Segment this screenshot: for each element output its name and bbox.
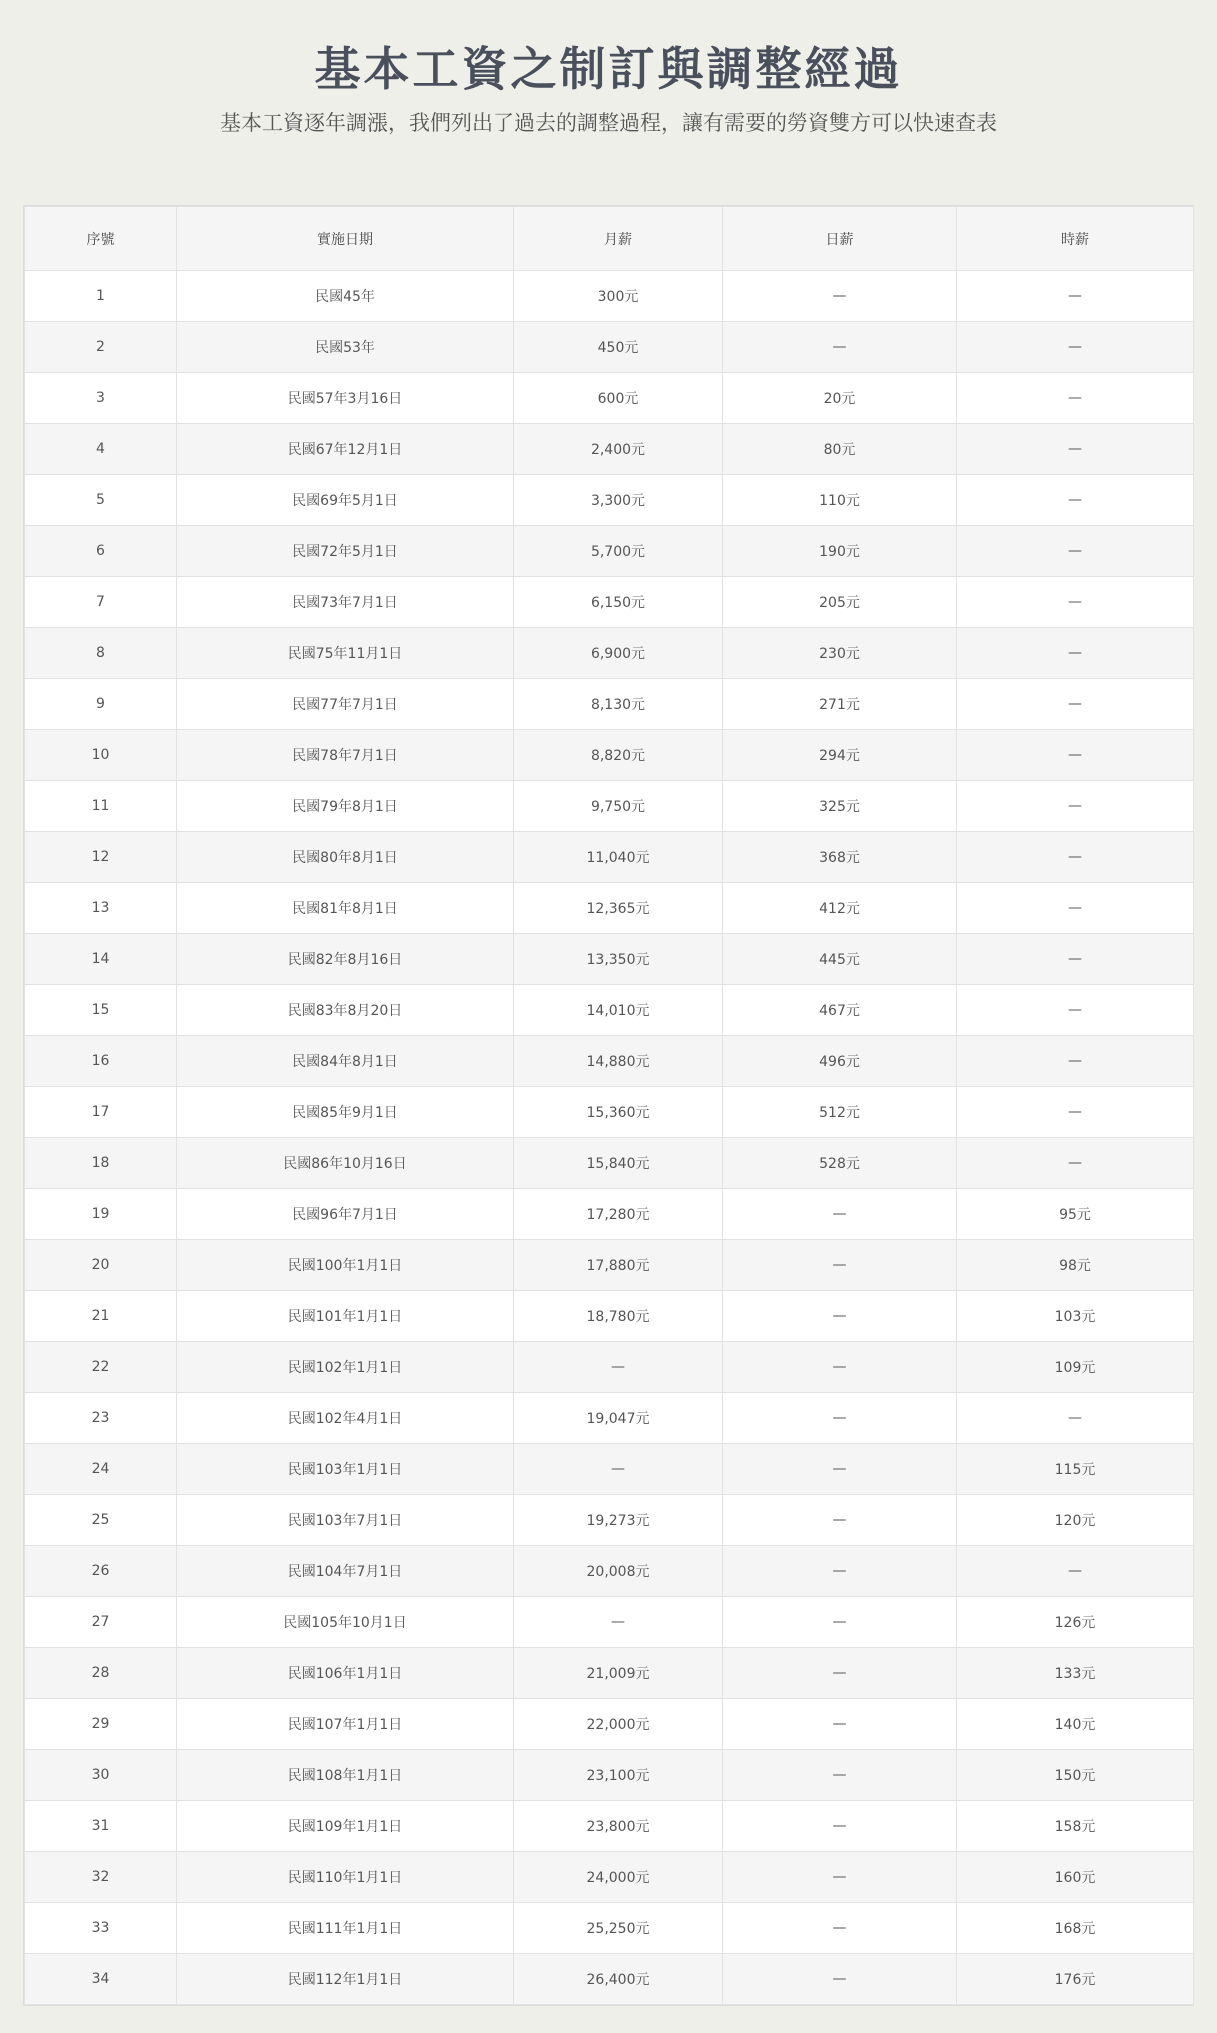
cell-hourly: 120元 [957,1495,1194,1546]
table-header [25,207,1194,271]
cell-seq: 16 [25,1036,177,1087]
cell-monthly: 600元 [514,373,723,424]
cell-hourly: — [957,1036,1194,1087]
cell-date: 民國81年8月1日 [177,883,514,934]
cell-hourly: — [957,271,1194,322]
table-row [25,730,1194,781]
table-row [25,1240,1194,1291]
table-row [25,1801,1194,1852]
cell-date: 民國72年5月1日 [177,526,514,577]
cell-date: 民國53年 [177,322,514,373]
table-row [25,1750,1194,1801]
cell-monthly: 5,700元 [514,526,723,577]
cell-seq: 33 [25,1903,177,1954]
cell-daily: — [723,1495,957,1546]
cell-daily: 80元 [723,424,957,475]
cell-daily: — [723,1597,957,1648]
page-header [0,0,1217,138]
cell-seq: 10 [25,730,177,781]
cell-hourly: — [957,424,1194,475]
cell-hourly: — [957,781,1194,832]
cell-seq: 25 [25,1495,177,1546]
cell-hourly: — [957,577,1194,628]
table-row [25,1342,1194,1393]
cell-seq: 27 [25,1597,177,1648]
cell-daily: 190元 [723,526,957,577]
cell-date: 民國45年 [177,271,514,322]
cell-seq: 28 [25,1648,177,1699]
table-row [25,1036,1194,1087]
cell-hourly: 168元 [957,1903,1194,1954]
table-row [25,1393,1194,1444]
page-title: 基本工資之制訂與調整經過 [314,42,903,96]
cell-monthly: 300元 [514,271,723,322]
cell-seq: 17 [25,1087,177,1138]
cell-date: 民國86年10月16日 [177,1138,514,1189]
cell-seq: 6 [25,526,177,577]
cell-daily: — [723,1699,957,1750]
cell-seq: 8 [25,628,177,679]
cell-daily: 368元 [723,832,957,883]
cell-daily: 528元 [723,1138,957,1189]
cell-date: 民國84年8月1日 [177,1036,514,1087]
table-row [25,1444,1194,1495]
cell-date: 民國106年1月1日 [177,1648,514,1699]
table-header-row [25,207,1194,271]
table-row [25,1597,1194,1648]
table-row [25,1495,1194,1546]
column-header-seq: 序號 [25,207,177,271]
cell-seq: 19 [25,1189,177,1240]
cell-monthly: 3,300元 [514,475,723,526]
cell-date: 民國103年1月1日 [177,1444,514,1495]
cell-daily: 271元 [723,679,957,730]
cell-monthly: 14,010元 [514,985,723,1036]
table-row [25,985,1194,1036]
cell-monthly: 24,000元 [514,1852,723,1903]
cell-date: 民國83年8月20日 [177,985,514,1036]
cell-monthly: 9,750元 [514,781,723,832]
cell-monthly: 21,009元 [514,1648,723,1699]
cell-date: 民國111年1月1日 [177,1903,514,1954]
cell-daily: — [723,1648,957,1699]
cell-hourly: 98元 [957,1240,1194,1291]
table-row [25,1954,1194,2005]
cell-daily: — [723,1240,957,1291]
cell-hourly: — [957,934,1194,985]
cell-date: 民國67年12月1日 [177,424,514,475]
cell-monthly: 2,400元 [514,424,723,475]
cell-seq: 31 [25,1801,177,1852]
cell-date: 民國104年7月1日 [177,1546,514,1597]
cell-date: 民國107年1月1日 [177,1699,514,1750]
cell-daily: — [723,1750,957,1801]
cell-daily: 512元 [723,1087,957,1138]
table-row [25,1138,1194,1189]
cell-hourly: 150元 [957,1750,1194,1801]
table-row [25,577,1194,628]
cell-hourly: 95元 [957,1189,1194,1240]
column-header-date: 實施日期 [177,207,514,271]
cell-monthly: 25,250元 [514,1903,723,1954]
cell-seq: 7 [25,577,177,628]
cell-hourly: 126元 [957,1597,1194,1648]
cell-date: 民國80年8月1日 [177,832,514,883]
cell-hourly: — [957,628,1194,679]
cell-daily: — [723,1393,957,1444]
cell-seq: 1 [25,271,177,322]
cell-daily: — [723,1903,957,1954]
cell-hourly: — [957,526,1194,577]
cell-hourly: 109元 [957,1342,1194,1393]
cell-daily: — [723,1189,957,1240]
cell-date: 民國69年5月1日 [177,475,514,526]
cell-monthly: — [514,1444,723,1495]
cell-date: 民國77年7月1日 [177,679,514,730]
cell-daily: — [723,1801,957,1852]
cell-date: 民國112年1月1日 [177,1954,514,2005]
cell-seq: 20 [25,1240,177,1291]
cell-hourly: 140元 [957,1699,1194,1750]
table-row [25,475,1194,526]
cell-date: 民國82年8月16日 [177,934,514,985]
cell-monthly: 15,360元 [514,1087,723,1138]
cell-monthly: 11,040元 [514,832,723,883]
cell-seq: 32 [25,1852,177,1903]
cell-monthly: 12,365元 [514,883,723,934]
cell-hourly: — [957,1393,1194,1444]
table-row [25,628,1194,679]
cell-daily: 230元 [723,628,957,679]
table-row [25,883,1194,934]
cell-date: 民國96年7月1日 [177,1189,514,1240]
cell-monthly: 6,900元 [514,628,723,679]
cell-seq: 30 [25,1750,177,1801]
cell-monthly: 19,273元 [514,1495,723,1546]
cell-daily: — [723,322,957,373]
cell-date: 民國75年11月1日 [177,628,514,679]
cell-seq: 11 [25,781,177,832]
table-row [25,832,1194,883]
cell-date: 民國78年7月1日 [177,730,514,781]
cell-hourly: 158元 [957,1801,1194,1852]
cell-date: 民國100年1月1日 [177,1240,514,1291]
cell-monthly: 23,100元 [514,1750,723,1801]
cell-daily: 445元 [723,934,957,985]
cell-daily: — [723,1546,957,1597]
table-row [25,679,1194,730]
page-subtitle: 基本工資逐年調漲，我們列出了過去的調整過程，讓有需要的勞資雙方可以快速查表 [220,111,997,135]
cell-daily: — [723,1291,957,1342]
cell-date: 民國85年9月1日 [177,1087,514,1138]
cell-date: 民國102年4月1日 [177,1393,514,1444]
cell-hourly: — [957,373,1194,424]
cell-daily: 496元 [723,1036,957,1087]
cell-hourly: 115元 [957,1444,1194,1495]
cell-seq: 26 [25,1546,177,1597]
cell-daily: — [723,1954,957,2005]
table-row [25,1699,1194,1750]
cell-date: 民國110年1月1日 [177,1852,514,1903]
table-row [25,373,1194,424]
cell-daily: 412元 [723,883,957,934]
cell-hourly: — [957,1546,1194,1597]
table-row [25,1546,1194,1597]
cell-monthly: 17,280元 [514,1189,723,1240]
table-row [25,1291,1194,1342]
cell-seq: 21 [25,1291,177,1342]
cell-hourly: — [957,322,1194,373]
cell-monthly: 8,130元 [514,679,723,730]
cell-monthly: 17,880元 [514,1240,723,1291]
cell-daily: — [723,1342,957,1393]
cell-date: 民國105年10月1日 [177,1597,514,1648]
cell-date: 民國79年8月1日 [177,781,514,832]
cell-hourly: — [957,1087,1194,1138]
cell-seq: 14 [25,934,177,985]
table-row [25,934,1194,985]
cell-monthly: 20,008元 [514,1546,723,1597]
cell-daily: 110元 [723,475,957,526]
table-row [25,526,1194,577]
cell-date: 民國103年7月1日 [177,1495,514,1546]
table-row [25,1087,1194,1138]
table-body [25,271,1194,2005]
minimum-wage-table [24,206,1194,2005]
cell-date: 民國57年3月16日 [177,373,514,424]
cell-date: 民國109年1月1日 [177,1801,514,1852]
cell-seq: 13 [25,883,177,934]
cell-hourly: 160元 [957,1852,1194,1903]
cell-seq: 34 [25,1954,177,2005]
table-row [25,1852,1194,1903]
table-row [25,322,1194,373]
cell-daily: 294元 [723,730,957,781]
cell-seq: 22 [25,1342,177,1393]
cell-hourly: 176元 [957,1954,1194,2005]
table-row [25,271,1194,322]
cell-monthly: 6,150元 [514,577,723,628]
cell-monthly: 14,880元 [514,1036,723,1087]
cell-monthly: — [514,1342,723,1393]
cell-hourly: — [957,730,1194,781]
cell-monthly: 26,400元 [514,1954,723,2005]
cell-hourly: — [957,1138,1194,1189]
cell-daily: 205元 [723,577,957,628]
cell-hourly: 103元 [957,1291,1194,1342]
cell-monthly: 8,820元 [514,730,723,781]
table-row [25,1189,1194,1240]
cell-date: 民國102年1月1日 [177,1342,514,1393]
cell-monthly: 23,800元 [514,1801,723,1852]
table-row [25,1648,1194,1699]
cell-seq: 2 [25,322,177,373]
cell-seq: 18 [25,1138,177,1189]
cell-hourly: — [957,883,1194,934]
cell-daily: 20元 [723,373,957,424]
cell-hourly: 133元 [957,1648,1194,1699]
column-header-monthly: 月薪 [514,207,723,271]
cell-daily: — [723,1444,957,1495]
cell-seq: 24 [25,1444,177,1495]
table-row [25,1903,1194,1954]
table-row [25,424,1194,475]
table-row [25,781,1194,832]
cell-date: 民國108年1月1日 [177,1750,514,1801]
cell-seq: 3 [25,373,177,424]
cell-hourly: — [957,679,1194,730]
column-header-hourly: 時薪 [957,207,1194,271]
cell-hourly: — [957,832,1194,883]
cell-monthly: 13,350元 [514,934,723,985]
cell-seq: 9 [25,679,177,730]
cell-monthly: 18,780元 [514,1291,723,1342]
cell-seq: 15 [25,985,177,1036]
cell-monthly: 19,047元 [514,1393,723,1444]
cell-seq: 29 [25,1699,177,1750]
cell-date: 民國73年7月1日 [177,577,514,628]
cell-daily: — [723,1852,957,1903]
cell-hourly: — [957,475,1194,526]
cell-date: 民國101年1月1日 [177,1291,514,1342]
cell-monthly: 22,000元 [514,1699,723,1750]
cell-seq: 5 [25,475,177,526]
cell-hourly: — [957,985,1194,1036]
cell-monthly: — [514,1597,723,1648]
cell-seq: 12 [25,832,177,883]
cell-monthly: 15,840元 [514,1138,723,1189]
cell-daily: — [723,271,957,322]
cell-daily: 467元 [723,985,957,1036]
column-header-daily: 日薪 [723,207,957,271]
cell-seq: 23 [25,1393,177,1444]
cell-daily: 325元 [723,781,957,832]
minimum-wage-table-container [23,205,1194,2006]
cell-seq: 4 [25,424,177,475]
cell-monthly: 450元 [514,322,723,373]
